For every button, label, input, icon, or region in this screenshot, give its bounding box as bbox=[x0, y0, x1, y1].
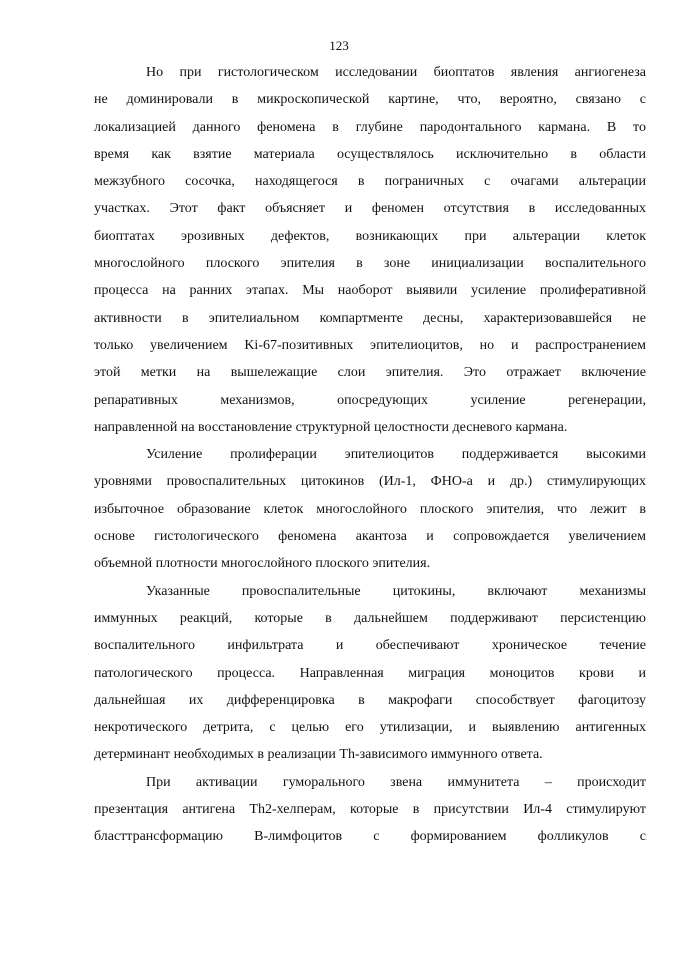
page-number: 123 bbox=[329, 38, 349, 53]
text-line: воспалительного инфильтрата и обеспечивают хроническое течение bbox=[94, 638, 646, 654]
text-line: Указанные провоспалительные цитокины, включают механизмы bbox=[146, 583, 646, 599]
text-line: иммунных реакций, которые в дальнейшем поддерживают персистенцию bbox=[94, 610, 646, 626]
paragraph-3 bbox=[94, 578, 646, 769]
text-line: процесса на ранних этапах. Мы наоборот выявили усиление пролиферативной bbox=[94, 283, 646, 299]
text-line: При активации гуморального звена иммунитета – происходит bbox=[146, 774, 646, 790]
text-line: биоптатах эрозивных дефектов, возникающих при альтерации клеток bbox=[94, 228, 646, 244]
text-line: некротического детрита, с целью его утилизации, и выявлению антигенных bbox=[94, 720, 646, 736]
text-line: дальнейшая их дифференцировка в макрофаги способствует фагоцитозу bbox=[94, 692, 646, 708]
document-body bbox=[94, 59, 646, 851]
text-line: только увеличением Ki-67-позитивных эпителиоцитов, но и распространением bbox=[94, 337, 646, 353]
text-line: детерминант необходимых в реализации Th-зависимого иммунного ответа. bbox=[94, 747, 543, 763]
paragraph-1 bbox=[94, 59, 646, 441]
text-line: Усиление пролиферации эпителиоцитов поддерживается высокими bbox=[146, 447, 646, 463]
text-line: Но при гистологическом исследовании биоптатов явления ангиогенеза bbox=[146, 65, 646, 80]
paragraph-4 bbox=[94, 769, 646, 851]
paragraph-2 bbox=[94, 441, 646, 577]
text-line: локализацией данного феномена в глубине пародонтального кармана. В то bbox=[94, 119, 646, 135]
text-line: время как взятие материала осуществлялось исключительно в области bbox=[94, 146, 646, 162]
text-line: активности в эпителиальном компартменте десны, характеризовавшейся не bbox=[94, 310, 646, 326]
text-line: избыточное образование клеток многослойного плоского эпителия, что лежит в bbox=[94, 501, 646, 517]
text-line: направленной на восстановление структурной целостности десневого кармана. bbox=[94, 419, 568, 435]
text-line: этой метки на вышележащие слои эпителия. Это отражает включение bbox=[94, 365, 646, 381]
text-line: основе гистологического феномена акантоза и сопровождается увеличением bbox=[94, 529, 646, 545]
text-line: уровнями провоспалительных цитокинов (Ил-1, ФНО-а и др.) стимулирующих bbox=[94, 474, 646, 490]
text-line: участках. Этот факт объясняет и феномен отсутствия в исследованных bbox=[94, 201, 646, 217]
text-line: многослойного плоского эпителия в зоне инициализации воспалительного bbox=[94, 256, 646, 272]
text-line: объемной плотности многослойного плоского эпителия. bbox=[94, 556, 431, 572]
text-line: репаративных механизмов, опосредующих усиление регенерации, bbox=[94, 392, 646, 408]
text-line: не доминировали в микроскопической картине, что, вероятно, связано с bbox=[94, 92, 646, 108]
text-line: презентация антигена Th2-хелперам, которые в присутствии Ил-4 стимулируют bbox=[94, 802, 646, 818]
text-line: бласттрансформацию В-лимфоцитов с формированием фолликулов с bbox=[94, 829, 646, 845]
text-line: патологического процесса. Направленная миграция моноцитов крови и bbox=[94, 665, 646, 681]
text-line: межзубного сосочка, находящегося в пограничных с очагами альтерации bbox=[94, 174, 646, 190]
